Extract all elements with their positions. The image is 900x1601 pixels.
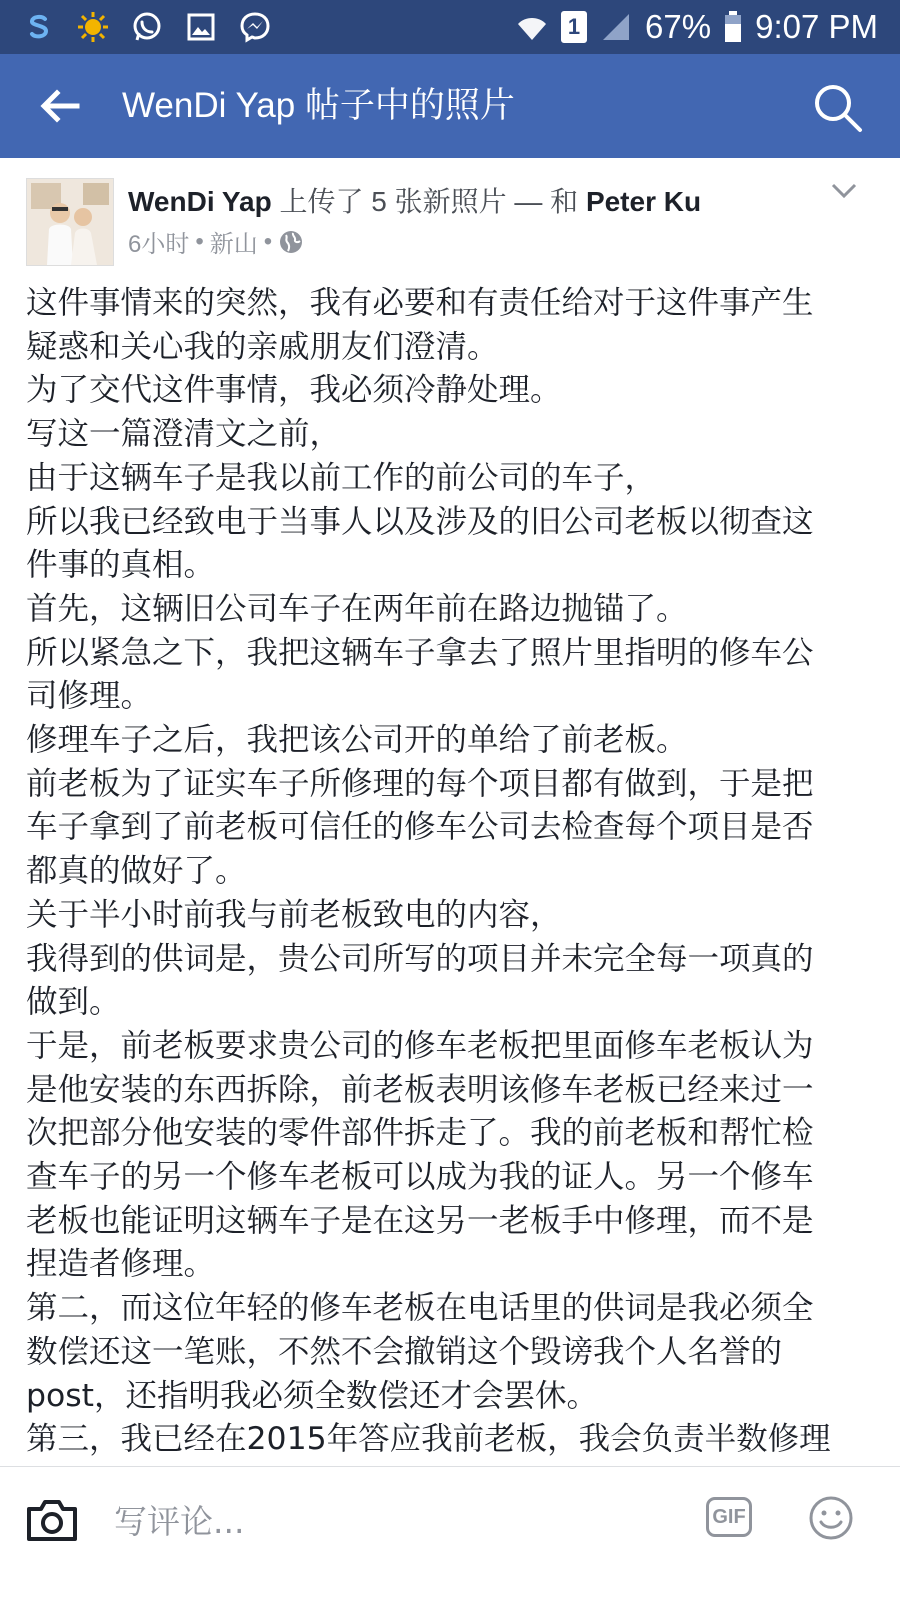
gif-button[interactable]: GIF: [706, 1497, 752, 1537]
post-text-line: 所以我已经致电于当事人以及涉及的旧公司老板以彻查这: [26, 503, 814, 540]
smiley-icon: [807, 1494, 855, 1542]
signal-icon: [599, 10, 633, 44]
status-system: [515, 8, 878, 46]
post-text-line: 车子拿到了前老板可信任的修车公司去检查每个项目是否: [26, 809, 814, 846]
post-text-line: 第二，而这位年轻的修车老板在电话里的供词是我必须全: [26, 1290, 814, 1327]
comment-bar: [0, 1466, 900, 1601]
search-icon: [812, 82, 864, 134]
post-text-line: 司修理。: [26, 678, 153, 715]
wifi-icon: [515, 10, 549, 44]
post-text-line: 查车子的另一个修车老板可以成为我的证人。另一个修车: [26, 1159, 814, 1196]
post-text-line: 数偿还这一笔账，不然不会撤销这个毁谤我个人名誉的: [26, 1333, 783, 1370]
post-text-line: 老板也能证明这辆车子是在这另一老板手中修理，而不是: [26, 1202, 814, 1239]
post-header: [0, 158, 900, 274]
post-text-line: 第三，我已经在2015年答应我前老板，我会负责半数修理: [26, 1421, 831, 1458]
post-text-line: 首先，这辆旧公司车子在两年前在路边抛锚了。: [26, 590, 688, 627]
post-text-line: 件事的真相。: [26, 547, 216, 584]
post-text-line: 由于这辆车子是我以前工作的前公司的车子，: [26, 459, 657, 496]
post-text: [26, 282, 858, 1460]
post-time[interactable]: 6小时: [128, 231, 190, 258]
app-bar: [0, 54, 900, 158]
post-text-line: 前老板为了证实车子所修理的每个项目都有做到，于是把: [26, 765, 814, 802]
camera-button[interactable]: [24, 1495, 80, 1545]
author-name[interactable]: WenDi Yap: [128, 186, 272, 217]
camera-icon: [25, 1497, 79, 1543]
post-text-line: 疑惑和关心我的亲戚朋友们澄清。: [26, 328, 499, 365]
s-app-icon: [22, 10, 56, 44]
gallery-icon: [184, 10, 218, 44]
messenger-icon: [238, 10, 272, 44]
comment-input[interactable]: [112, 1489, 676, 1553]
meta-separator: •: [195, 227, 204, 255]
status-notifications: [22, 10, 272, 44]
post-text-line: 是他安装的东西拆除，前老板表明该修车老板已经来过一: [26, 1071, 814, 1108]
post-text-line: 都真的做好了。: [26, 853, 247, 890]
tagged-user[interactable]: Peter Ku: [585, 186, 702, 217]
back-button[interactable]: [30, 78, 90, 134]
clock: 9:07 PM: [755, 8, 878, 45]
page-title: WenDi Yap 帖子中的照片: [122, 86, 515, 125]
post-text-line: 写这一篇澄清文之前，: [26, 416, 342, 453]
battery-icon: [723, 10, 743, 44]
avatar[interactable]: [26, 178, 114, 266]
meta-separator: •: [263, 227, 273, 255]
whatsapp-icon: [130, 10, 164, 44]
sim-indicator: 1: [561, 11, 587, 43]
post-text-line: 捏造者修理。: [26, 1246, 216, 1283]
post-author-line: [128, 180, 701, 220]
post-options-button[interactable]: [824, 176, 864, 206]
post-text-line: 关于半小时前我与前老板致电的内容，: [26, 896, 562, 933]
post-text-line: post，还指明我必须全数偿还才会罢休。: [26, 1377, 599, 1414]
back-arrow-icon: [40, 89, 80, 123]
post-text-line: 这件事情来的突然，我有必要和有责任给对于这件事产生: [26, 285, 814, 321]
emoji-button[interactable]: [806, 1493, 856, 1543]
search-button[interactable]: [808, 78, 868, 138]
post-location[interactable]: 新山: [209, 231, 258, 258]
post-text-line: 修理车子之后，我把该公司开的单给了前老板。: [26, 722, 688, 759]
post-text-line: 为了交代这件事情，我必须冷静处理。: [26, 372, 562, 409]
globe-icon: [278, 229, 304, 255]
status-bar: [0, 0, 900, 54]
post-text-line: 我得到的供词是，贵公司所写的项目并未完全每一项真的: [26, 940, 814, 977]
post-text-line: 做到。: [26, 984, 121, 1021]
post-action-text: 上传了 5 张新照片 — 和: [271, 186, 586, 217]
sun-icon: [76, 10, 110, 44]
post-meta: [128, 224, 304, 259]
post-text-line: 次把部分他安装的零件部件拆走了。我的前老板和帮忙检: [26, 1115, 814, 1152]
post-text-line: 所以紧急之下，我把这辆车子拿去了照片里指明的修车公: [26, 634, 814, 671]
battery-percent: 67%: [645, 8, 712, 45]
post-text-line: 于是，前老板要求贵公司的修车老板把里面修车老板认为: [26, 1027, 814, 1064]
chevron-down-icon: [831, 183, 857, 199]
